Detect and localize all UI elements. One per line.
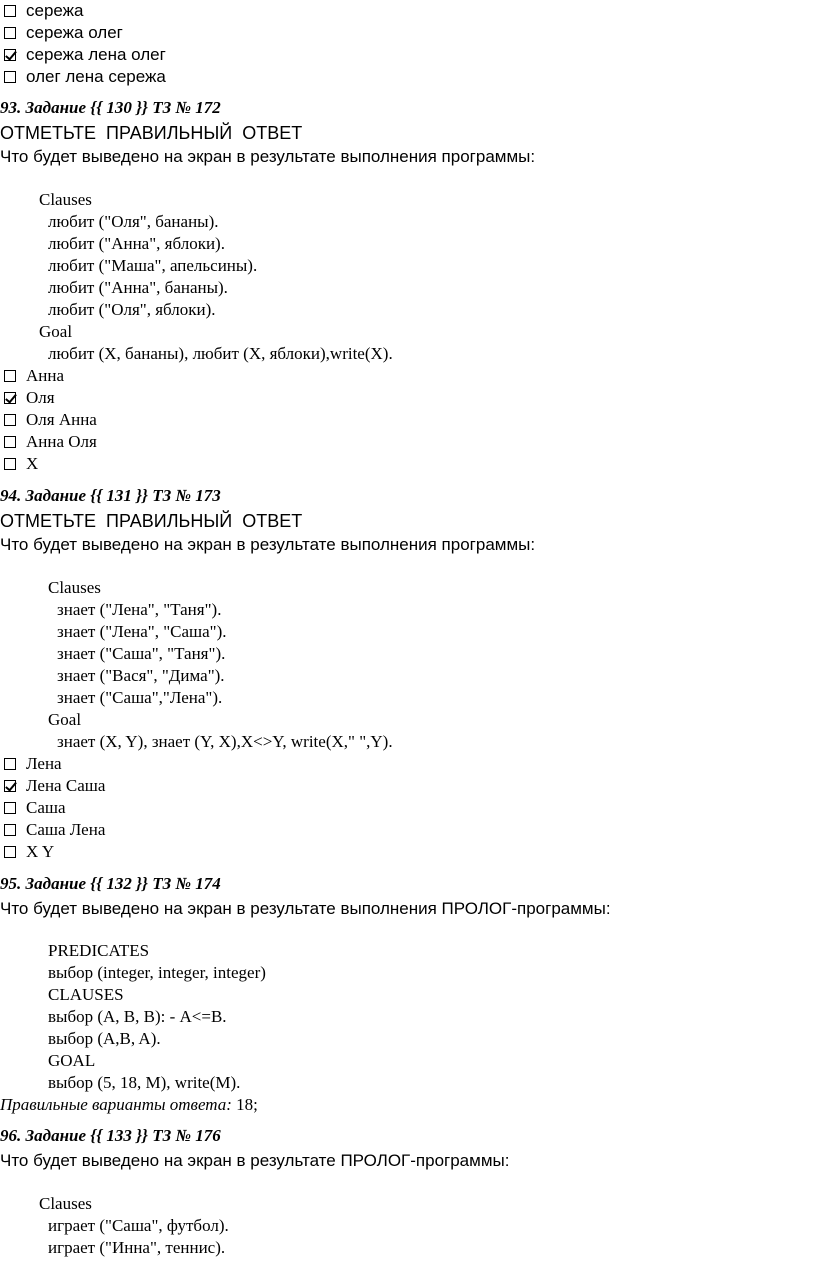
question-header: 95. Задание {{ 132 }} ТЗ № 174	[0, 874, 221, 893]
option-item[interactable]	[4, 409, 97, 431]
answer-line	[0, 1094, 258, 1116]
code-line: любит (X, бананы), любит (X, яблоки),write(X).	[48, 344, 393, 363]
checkbox-icon[interactable]	[4, 458, 16, 470]
code-line: играет ("Саша", футбол).	[48, 1216, 229, 1235]
checkbox-icon[interactable]	[4, 436, 16, 448]
code-line: Clauses	[39, 1194, 92, 1213]
code-line: знает ("Лена", "Таня").	[57, 600, 222, 619]
code-line: выбор (integer, integer, integer)	[48, 963, 266, 982]
code-line: любит ("Оля", бананы).	[48, 212, 219, 231]
option-item[interactable]	[4, 841, 54, 863]
option-item[interactable]	[4, 797, 66, 819]
code-line: знает ("Саша","Лена").	[57, 688, 223, 707]
option-item[interactable]	[4, 22, 123, 44]
code-line: любит ("Маша", апельсины).	[48, 256, 258, 275]
code-line: знает (X, Y), знает (Y, X),X<>Y, write(X," ",Y).	[57, 732, 393, 751]
option-item[interactable]	[4, 44, 166, 66]
checkbox-icon[interactable]	[4, 802, 16, 814]
option-item[interactable]	[4, 775, 105, 797]
question-text: Что будет выведено на экран в результате выполнения программы:	[0, 147, 536, 166]
code-line: выбор (5, 18, M), write(M).	[48, 1073, 241, 1092]
code-line: Clauses	[48, 578, 101, 597]
question-header: 93. Задание {{ 130 }} ТЗ № 172	[0, 98, 221, 117]
code-line: выбор (A, B, B): - A<=B.	[48, 1007, 227, 1026]
option-item[interactable]	[4, 819, 105, 841]
checkbox-icon[interactable]	[4, 27, 16, 39]
question-header: 94. Задание {{ 131 }} ТЗ № 173	[0, 486, 221, 505]
code-line: GOAL	[48, 1051, 96, 1070]
option-label: Саша Лена	[26, 820, 106, 839]
option-label: Саша	[26, 798, 66, 817]
checked-checkbox-icon[interactable]	[4, 780, 16, 792]
option-label: сережа	[26, 1, 84, 20]
checkbox-icon[interactable]	[4, 414, 16, 426]
question-text: Что будет выведено на экран в результате ПРОЛОГ-программы:	[0, 1151, 510, 1170]
question-header: 96. Задание {{ 133 }} ТЗ № 176	[0, 1126, 221, 1145]
checkbox-icon[interactable]	[4, 370, 16, 382]
checkbox-icon[interactable]	[4, 758, 16, 770]
option-item[interactable]	[4, 453, 38, 475]
code-line: Goal	[48, 710, 82, 729]
code-line: выбор (A,B, A).	[48, 1029, 161, 1048]
code-line: играет ("Инна", теннис).	[48, 1238, 226, 1257]
code-line: знает ("Лена", "Саша").	[57, 622, 227, 641]
option-label: Анна Оля	[26, 432, 97, 451]
option-label: Оля Анна	[26, 410, 97, 429]
option-label: сережа лена олег	[26, 45, 166, 64]
option-item[interactable]	[4, 753, 62, 775]
option-item[interactable]	[4, 431, 97, 453]
checkbox-icon[interactable]	[4, 5, 16, 17]
question-text: Что будет выведено на экран в результате выполнения программы:	[0, 535, 536, 554]
code-line: PREDICATES	[48, 941, 150, 960]
code-line: Clauses	[39, 190, 92, 209]
question-instruction: ОТМЕТЬТЕ ПРАВИЛЬНЫЙ ОТВЕТ	[0, 123, 303, 143]
checkbox-icon[interactable]	[4, 71, 16, 83]
answer-value: 18;	[231, 1095, 258, 1114]
option-label: Анна	[26, 366, 65, 385]
question-text: Что будет выведено на экран в результате выполнения ПРОЛОГ-программы:	[0, 899, 611, 918]
code-line: знает ("Саша", "Таня").	[57, 644, 226, 663]
option-item[interactable]	[4, 0, 84, 22]
option-item[interactable]	[4, 365, 64, 387]
option-label: X Y	[26, 842, 55, 861]
checkbox-icon[interactable]	[4, 846, 16, 858]
option-item[interactable]	[4, 66, 166, 88]
option-label: олег лена сережа	[26, 67, 166, 86]
answer-label: Правильные варианты ответа:	[0, 1095, 232, 1114]
option-item[interactable]	[4, 387, 55, 409]
code-line: любит ("Анна", бананы).	[48, 278, 228, 297]
code-line: Goal	[39, 322, 73, 341]
question-instruction: ОТМЕТЬТЕ ПРАВИЛЬНЫЙ ОТВЕТ	[0, 511, 303, 531]
checked-checkbox-icon[interactable]	[4, 392, 16, 404]
option-label: Лена Саша	[26, 776, 106, 795]
code-line: знает ("Вася", "Дима").	[57, 666, 225, 685]
checked-checkbox-icon[interactable]	[4, 49, 16, 61]
code-line: любит ("Оля", яблоки).	[48, 300, 216, 319]
option-label: Оля	[26, 388, 55, 407]
option-label: X	[26, 454, 39, 473]
code-line: CLAUSES	[48, 985, 124, 1004]
code-line: любит ("Анна", яблоки).	[48, 234, 225, 253]
option-label: сережа олег	[26, 23, 123, 42]
option-label: Лена	[26, 754, 62, 773]
checkbox-icon[interactable]	[4, 824, 16, 836]
